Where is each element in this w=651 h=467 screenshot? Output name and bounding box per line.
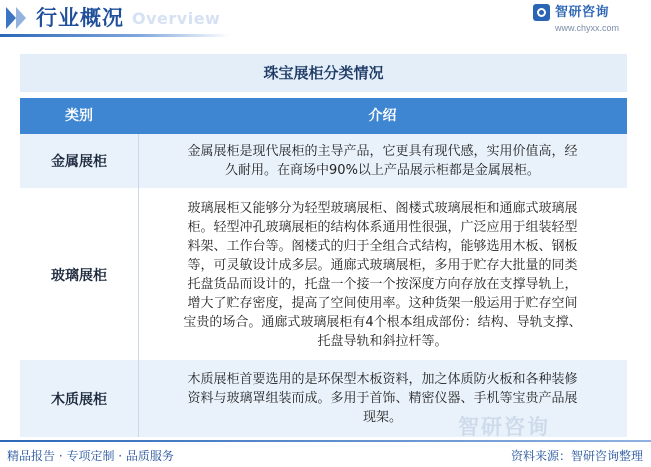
section-title: 行业概况: [36, 6, 124, 30]
brand-watermark: 智研咨询: [458, 415, 550, 439]
column-header-category: 类别: [65, 108, 93, 124]
description-line: 宝贵的场合。通廊式玻璃展柜有4个根本组成部份：结构、导轨支撑、: [183, 315, 582, 330]
page-footer: [0, 440, 651, 467]
description-line: 托盘导轨和斜拉杆等。: [317, 334, 448, 349]
footer-divider: [0, 440, 651, 442]
chevron-right-icon: [16, 7, 26, 29]
description-line: 久耐用。在商场中90%以上产品展示柜都是金属展柜。: [225, 163, 540, 178]
table-caption: 珠宝展柜分类情况: [20, 54, 627, 92]
description-line: 玻璃展柜又能够分为轻型玻璃展柜、阁楼式玻璃展柜和通廊式玻璃展: [187, 201, 578, 216]
row-description: [138, 190, 627, 360]
description-line: 料架、工作台等。阁楼式的归于全组合式结构，能够选用木板、钢板: [187, 239, 578, 254]
chevron-right-icon: [6, 7, 16, 29]
section-subtitle: Overview: [132, 9, 221, 28]
description-line: 木质展柜首要选用的是环保型木板资料，加之体质防火板和各种装修: [187, 372, 578, 387]
brand-logo-icon: [533, 4, 550, 21]
footer-source: 资料来源：智研咨询整理: [510, 449, 643, 463]
description-line: 资料与玻璃罩组装而成。多用于首饰、精密仪器、手机等宝贵产品展: [187, 391, 578, 406]
description-line: 托盘货品而设计的，托盘一个接一个按深度方向存放在支撑导轨上，: [187, 277, 578, 292]
description-line: 等，可灵敏设计成多层。通廊式玻璃展柜，多用于贮存大批量的同类: [187, 258, 578, 273]
brand-name: 智研咨询: [555, 5, 610, 20]
description-line: 柜。轻型冲孔玻璃展柜的结构体系通用性很强，广泛应用于组装轻型: [187, 220, 578, 235]
table-header: [20, 98, 627, 134]
row-description: [138, 134, 627, 188]
description-line: 金属展柜是现代展柜的主导产品，它更具有现代感，实用价值高，经: [187, 144, 578, 159]
footer-tagline: 精品报告 · 专项定制 · 品质服务: [7, 449, 174, 463]
classification-table: [20, 54, 627, 437]
column-divider: [138, 134, 139, 437]
table-row: [20, 190, 627, 360]
table-row: [20, 134, 627, 188]
header-underline: [0, 34, 230, 37]
row-category: 金属展柜: [51, 154, 107, 170]
description-line: 增大了贮存密度，提高了空间使用率。这种货架一般运用于贮存空间: [187, 296, 578, 311]
description-line: 现架。: [362, 410, 402, 425]
brand-logo: [533, 4, 651, 36]
column-header-introduction: 介绍: [368, 108, 397, 124]
brand-url: www.chyxx.com: [555, 23, 620, 33]
row-description: [138, 360, 627, 437]
row-category: 木质展柜: [51, 391, 107, 408]
row-category: 玻璃展柜: [51, 268, 107, 284]
